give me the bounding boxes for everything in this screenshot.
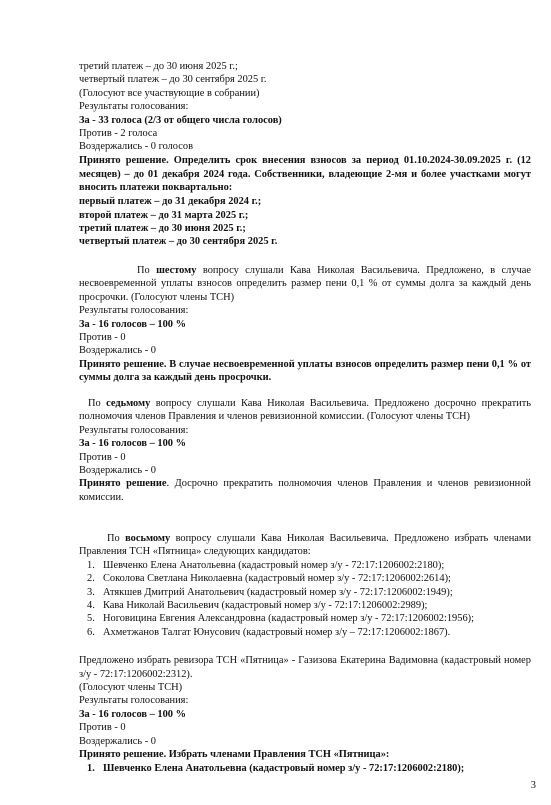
question-ordinal: седьмому [106, 398, 151, 409]
question-prefix: По [107, 533, 126, 544]
decision-label: Принято решение [79, 478, 167, 490]
vote-against: Против - 0 [79, 722, 126, 734]
question-7 [79, 397, 531, 504]
list-item: 4. Кава Николай Васильевич (кадастровый номер з/у - 72:17:1206002:2989); [87, 600, 428, 612]
decision-paragraph [79, 154, 531, 195]
question-6 [79, 264, 531, 385]
question-prefix: По [137, 265, 157, 276]
decision-text: Избрать членами Правления ТСН «Пятница»: [166, 749, 390, 761]
list-item: 2. Соколова Светлана Николаевна (кадастровый номер з/у - 72:17:1206002:2614); [87, 573, 451, 585]
payment-line: третий платеж – до 30 июня 2025 г.; [79, 223, 246, 235]
vote-against: Против - 0 [79, 451, 126, 463]
list-item: 6. Ахметжанов Талгат Юнусович (кадастровый номер з/у – 72:17:1206002:1867). [87, 626, 451, 638]
vote-against: Против - 2 голоса [79, 128, 158, 140]
decision-paragraph [79, 477, 531, 504]
question-prefix: По [88, 398, 107, 409]
vote-for: За - 16 голосов – 100 % [79, 318, 186, 330]
list-item: 5. Ноговицина Евгения Александровна (кадастровый номер з/у - 72:17:1206002:1956); [87, 613, 474, 625]
question-8-paragraph [79, 532, 531, 559]
question-6-paragraph [79, 264, 531, 304]
list-item: 1. Шевченко Елена Анатольевна (кадастровый номер з/у - 72:17:1206002:2180); [87, 559, 445, 571]
question-7-paragraph [79, 397, 531, 424]
question-5-continuation [79, 60, 531, 249]
results-label: Результаты голосования: [79, 101, 189, 113]
vote-for: За - 16 голосов – 100 % [79, 438, 186, 450]
decision-label: Принято решение. [79, 154, 169, 166]
question-text: вопросу слушали Кава Николая Васильевича. Предложено избрать членами Правления ТСН «Пятница» следующих кандидатов: [79, 533, 532, 558]
payment-line: четвертый платеж – до 30 сентября 2025 г. [79, 236, 278, 248]
voters-note: (Голосуют члены ТСН) [79, 682, 183, 694]
list-item: 1. Шевченко Елена Анатольевна (кадастровый номер з/у - 72:17:1206002:2180); [87, 762, 465, 774]
text-line: третий платеж – до 30 июня 2025 г.; [79, 61, 238, 72]
elected-list [87, 762, 531, 775]
decision-label: Принято решение. [79, 358, 167, 370]
decision-text: Определить срок внесения взносов за период 01.10.2024-30.09.2025 г. (12 месяцев) – до 01 декабря 2024 года. Собственники, владеющие 2-мя и более участками могут вносить платежи поквартально: [79, 154, 531, 194]
candidates-list [87, 559, 531, 639]
vote-abstained: Воздержались - 0 [79, 735, 156, 747]
text-line: четвертый платеж – до 30 сентября 2025 г. [79, 74, 267, 86]
decision-paragraph [79, 748, 531, 761]
results-label: Результаты голосования: [79, 305, 189, 317]
decision-text: В случае несвоевременной уплаты взносов определить размер пени 0,1 % от суммы долга за каждый день просрочки. [79, 358, 531, 384]
vote-abstained: Воздержались - 0 [79, 345, 156, 357]
vote-for: За - 33 голоса (2/3 от общего числа голосов) [79, 114, 282, 126]
question-8 [79, 532, 531, 775]
payment-line: первый платеж – до 31 декабря 2024 г.; [79, 196, 262, 208]
question-ordinal: шестому [156, 265, 197, 276]
text-line: (Голосуют все участвующие в собрании) [79, 87, 260, 99]
question-ordinal: восьмому [125, 533, 171, 544]
question-text: вопросу слушали Кава Николая Васильевича. Предложено, в случае несвоевременной уплаты взносов определить размер пени 0,1 % от суммы долга за каждый день просрочки. (Голосуют члены ТСН) [79, 265, 532, 303]
vote-against: Против - 0 [79, 332, 126, 344]
page-number: 3 [530, 780, 536, 791]
decision-label: Принято решение. [79, 749, 167, 761]
decision-text: . Досрочно прекратить полномочия членов Правления и членов ревизионной комиссии. [79, 478, 531, 503]
decision-paragraph [79, 358, 531, 385]
auditor-paragraph: Предложено избрать ревизора ТСН «Пятница» - Газизова Екатерина Вадимовна (кадастровый номер з/у - 72:17:1206002:2312). [79, 655, 531, 680]
question-text: вопросу слушали Кава Николая Васильевича. Предложено досрочно прекратить полномочия членов Правления и членов ревизионной комиссии. (Голосуют члены ТСН) [79, 398, 531, 423]
payment-line: второй платеж – до 31 марта 2025 г.; [79, 209, 249, 221]
list-item: 3. Атякшев Дмитрий Анатольевич (кадастровый номер з/у - 72:17:1206002:1949); [87, 586, 453, 598]
results-label: Результаты голосования: [79, 424, 189, 436]
vote-abstained: Воздержались - 0 [79, 465, 156, 477]
vote-abstained: Воздержались - 0 голосов [79, 141, 193, 153]
vote-for: За - 16 голосов – 100 % [79, 708, 186, 720]
results-label: Результаты голосования: [79, 695, 189, 707]
